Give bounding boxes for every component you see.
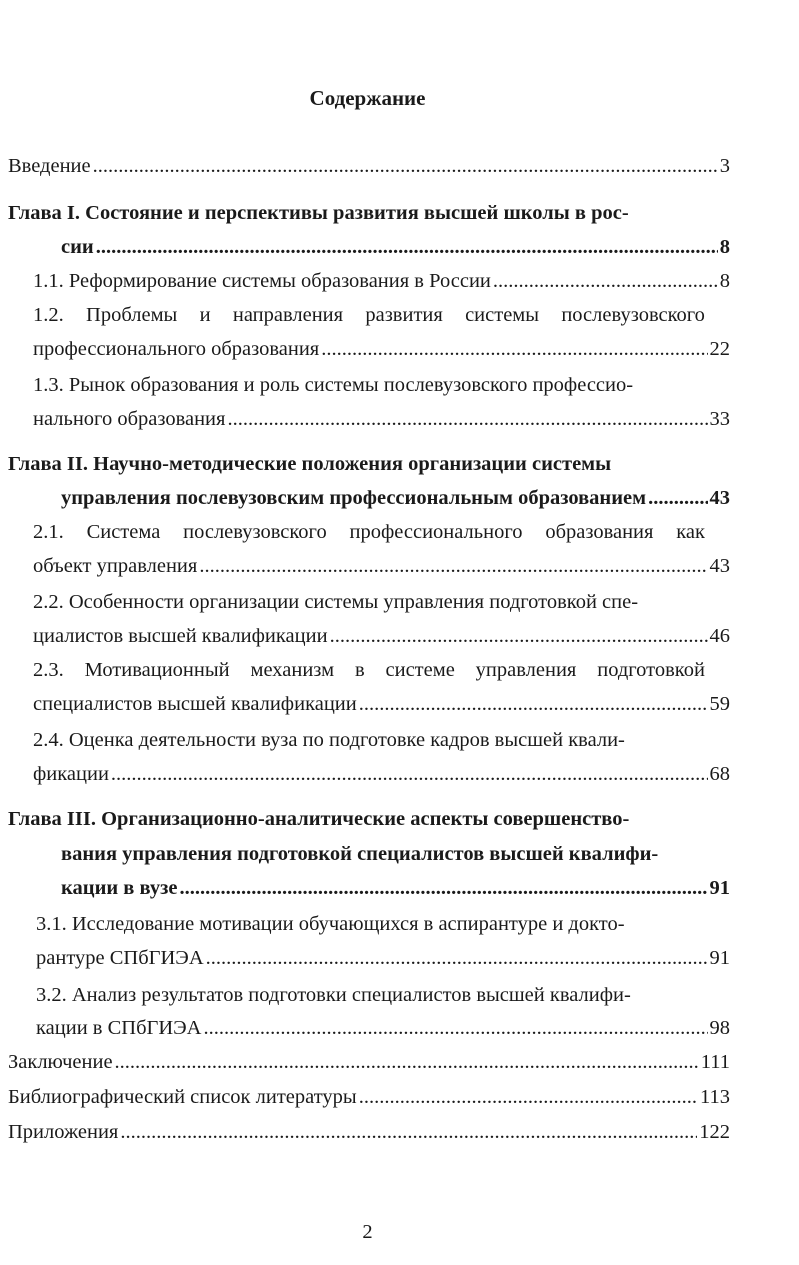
toc-page-number: 68: [709, 763, 730, 785]
word: послевузовского: [183, 521, 327, 543]
toc-entry-label: фикации: [33, 763, 109, 785]
toc-page-number: 98: [709, 1017, 730, 1039]
toc-entry-conclusion: [8, 1048, 730, 1076]
toc-entry-1-1: [33, 267, 730, 295]
toc-entry-3-1: [36, 944, 730, 972]
toc-entry-intro: [8, 152, 730, 180]
toc-entry-2-2: [33, 622, 730, 650]
toc-entry-label: 1.1. Реформирование системы образования в России: [33, 270, 491, 292]
word: 1.2.: [33, 304, 64, 326]
toc-entry-label: нального образования: [33, 408, 226, 430]
toc-entry-1-3: [33, 405, 730, 433]
toc-entry-label: кации в СПбГИЭА: [36, 1017, 202, 1039]
leader-dots: [115, 1048, 699, 1076]
toc-entry-2-4-line1: 2.4. Оценка деятельности вуза по подготовке кадров высшей квали-: [33, 729, 625, 751]
toc-page-number: 91: [709, 877, 730, 899]
leader-dots: [120, 1118, 697, 1146]
toc-page-number: 22: [709, 338, 730, 360]
word: послевузовского: [561, 304, 705, 326]
word: как: [676, 521, 705, 543]
toc-entry-label: кации в вузе: [61, 877, 178, 899]
leader-dots: [179, 874, 707, 902]
toc-page-number: 91: [709, 947, 730, 969]
leader-dots: [227, 405, 707, 433]
toc-entry-label: циалистов высшей квалификации: [33, 625, 328, 647]
leader-dots: [330, 622, 708, 650]
toc-entry-2-3-line1: [33, 656, 705, 684]
toc-entry-label: Приложения: [8, 1121, 119, 1143]
toc-entry-chapter-3: [61, 874, 730, 902]
toc-entry-3-2: [36, 1014, 730, 1042]
toc-entry-appendix: [8, 1118, 730, 1146]
page-title: Содержание: [309, 86, 426, 110]
word: механизм: [250, 659, 335, 681]
chapter-3-heading-line2: вания управления подготовкой специалистов высшей квалифи-: [61, 843, 659, 865]
leader-dots: [206, 944, 708, 972]
toc-page-number: 43: [709, 487, 730, 509]
chapter-1-heading: Глава I. Состояние и перспективы развития высшей школы в рос-: [8, 202, 629, 224]
word: образования: [545, 521, 654, 543]
leader-dots: [493, 267, 718, 295]
word: Проблемы: [86, 304, 178, 326]
toc-entry-1-2-line1: [33, 301, 705, 329]
toc-entry-bibliography: [8, 1083, 730, 1111]
toc-entry-2-1-line1: [33, 518, 705, 546]
word: и: [199, 304, 211, 326]
leader-dots: [359, 1083, 698, 1111]
leader-dots: [648, 484, 707, 512]
leader-dots: [199, 552, 707, 580]
toc-page-number: 113: [700, 1086, 730, 1108]
toc-entry-label: сии: [61, 236, 94, 258]
toc-entry-label: Введение: [8, 155, 91, 177]
leader-dots: [96, 233, 718, 261]
toc-entry-1-2: [33, 335, 730, 363]
page-number: 2: [362, 1221, 373, 1243]
chapter-2-heading: Глава II. Научно-методические положения организации системы: [8, 453, 612, 475]
toc-entry-label: рантуре СПбГИЭА: [36, 947, 204, 969]
toc-page-number: 59: [709, 693, 730, 715]
word: развития: [365, 304, 443, 326]
toc-entry-label: Библиографический список литературы: [8, 1086, 357, 1108]
leader-dots: [111, 760, 708, 788]
toc-entry-2-3: [33, 690, 730, 718]
leader-dots: [321, 335, 707, 363]
toc-page-number: 8: [719, 236, 730, 258]
toc-entry-3-2-line1: 3.2. Анализ результатов подготовки специалистов высшей квалифи-: [36, 984, 631, 1006]
toc-entry-3-1-line1: 3.1. Исследование мотивации обучающихся в аспирантуре и докто-: [36, 913, 625, 935]
toc-page-number: 8: [719, 270, 730, 292]
word: в: [354, 659, 365, 681]
leader-dots: [93, 152, 718, 180]
leader-dots: [359, 690, 708, 718]
toc-page-number: 3: [719, 155, 730, 177]
word: системе: [385, 659, 455, 681]
toc-entry-label: профессионального образования: [33, 338, 320, 360]
toc-page-number: 122: [699, 1121, 730, 1143]
toc-entry-label: Заключение: [8, 1051, 113, 1073]
word: 2.3.: [33, 659, 64, 681]
toc-entry-2-4: [33, 760, 730, 788]
toc-page-number: 33: [709, 408, 730, 430]
toc-entry-label: объект управления: [33, 555, 198, 577]
word: Система: [86, 521, 161, 543]
chapter-3-heading: Глава III. Организационно-аналитические аспекты совершенство-: [8, 808, 630, 830]
word: Мотивационный: [84, 659, 230, 681]
toc-entry-chapter-1: [61, 233, 730, 261]
word: 2.1.: [33, 521, 64, 543]
word: управления: [475, 659, 577, 681]
toc-page-number: 111: [700, 1051, 730, 1073]
word: профессионального: [349, 521, 523, 543]
toc-entry-label: специалистов высшей квалификации: [33, 693, 357, 715]
toc-page-number: 43: [709, 555, 730, 577]
word: подготовкой: [597, 659, 705, 681]
toc-entry-2-2-line1: 2.2. Особенности организации системы управления подготовкой спе-: [33, 591, 639, 613]
word: системы: [465, 304, 540, 326]
toc-entry-2-1: [33, 552, 730, 580]
toc-entry-label: управления послевузовским профессиональным образованием: [61, 487, 647, 509]
toc-entry-1-3-line1: 1.3. Рынок образования и роль системы послевузовского профессио-: [33, 374, 634, 396]
toc-page-number: 46: [709, 625, 730, 647]
word: направления: [232, 304, 344, 326]
toc-entry-chapter-2: [61, 484, 730, 512]
leader-dots: [204, 1014, 708, 1042]
